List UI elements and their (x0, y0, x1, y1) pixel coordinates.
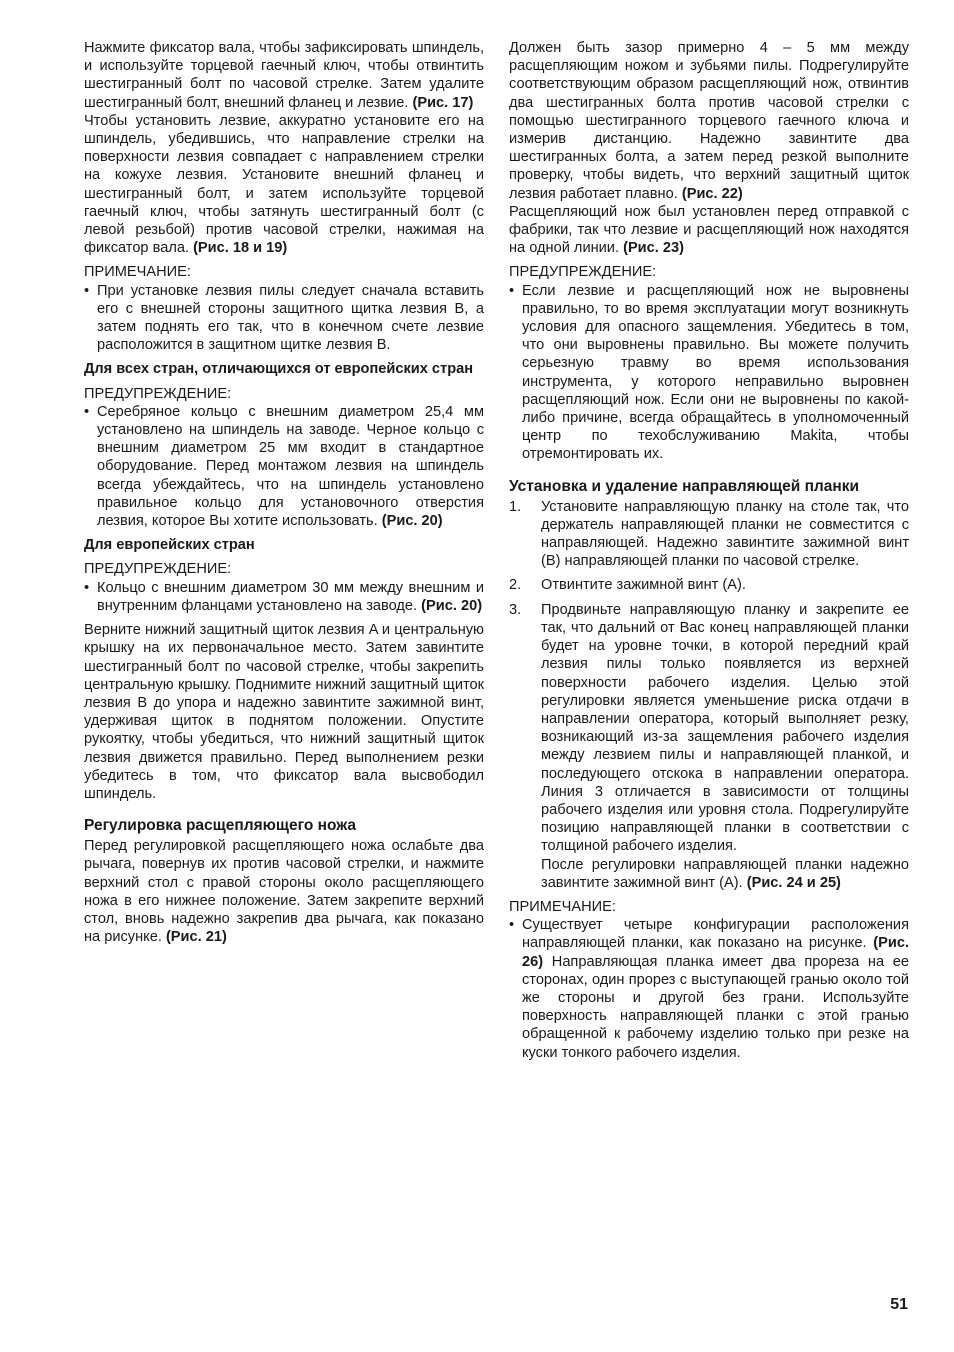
bullet-item: • При установке лезвия пилы следует сначала вставить его с внешней стороны защитного щитка лезвия B, а затем поднять его так, что в конечном счете лезвие расположится в защитном щитке лезвия B. (84, 282, 484, 355)
figure-ref: (Рис. 20) (421, 597, 483, 614)
figure-ref: (Рис. 20) (381, 513, 443, 530)
bullet-item: • Существует четыре конфигурации расположения направляющей планки, как показано на рисунке. (Рис. 26) Направляющая планка имеет два прореза на ее сторонах, один прорез с выступающей гранью около той же стороны и другой без грани. Используйте поверхность направляющей планки с этой гранью обращенной к рабочему изделию только при резке на куски тонкого рабочего изделия. (509, 916, 909, 1062)
numbered-step: 1. Установите направляющую планку на столе так, что держатель направляющей планки не совместится с направляющей. Надежно завинтите зажимной винт (B) направляющей планки по часовой стрелке. (509, 498, 909, 570)
figure-ref: (Рис. 26) (522, 935, 909, 970)
figure-ref: (Рис. 23) (623, 240, 684, 257)
numbered-step: 3. Продвиньте направляющую планку и закрепите ее так, что дальний от Вас конец направляющей планки будет на уровне точки, в которой передний край лезвия пилы только появляется из верхней поверхности рабочего изделия. Целью этой регулировки является уменьшение риска отдачи в направлении оператора, который выполняет резку, возникающий из-за защемления рабочего изделия между лезвием пилы и направляющей планкой, и последующего отскока в направлении оператора. Линия 3 отличается в зависимости от толщины рабочего изделия или уровня стола. Подрегулируйте позицию направляющей планки в соответствии с толщиной рабочего изделия. (509, 601, 909, 855)
paragraph: Должен быть зазор примерно 4 – 5 мм между расщепляющим ножом и зубьями пилы. Подрегулируйте соответствующим образом расщепляющий нож, отвинтив два шестигранных болта против часовой стрелки с помощью шестигранного торцевого гаечного ключа и измерив дистанцию. Надежно завинтите два шестигранных болта, а затем перед резкой выполните проверку, чтобы видеть, что верхний защитный щиток лезвия работает плавно. (Рис. 22) (509, 40, 909, 202)
figure-ref: (Рис. 21) (165, 929, 227, 946)
bullet-item: • Если лезвие и расщепляющий нож не выровнены правильно, то во время эксплуатации могут возникнуть условия для опасного защемления. Убедитесь в том, что они выровнены правильно. Вы можете получить серьезную травму во время использования инструмента, у которого неправильно выровнен расщепляющий нож. Если они не выровнены по какой-либо причине, всегда обращайтесь в уполномоченный центр по техобслуживанию Makita, чтобы отремонтировать их. (509, 282, 909, 464)
right-column (509, 39, 909, 1062)
section-heading: Установка и удаление направляющей планки (509, 477, 860, 495)
page-number: 51 (890, 1296, 908, 1313)
section-subheading: Для европейских стран (84, 537, 255, 554)
left-column (84, 39, 484, 946)
note-label: ПРИМЕЧАНИЕ: (509, 898, 616, 915)
paragraph: Чтобы установить лезвие, аккуратно установите его на шпиндель, убедившись, что направление стрелки на поверхности лезвия совпадает с направлением стрелки на кожухе лезвия. Установите внешний фланец и шестигранный болт, и затем используйте торцевой гаечный ключ, чтобы затянуть шестигранный болт (с левой резьбой) против часовой стрелки, нажимая на фиксатор вала. (Рис. 18 и 19) (84, 112, 484, 257)
bullet-item: • Кольцо с внешним диаметром 30 мм между внешним и внутренним фланцами установлено на заводе. (Рис. 20) (84, 579, 484, 615)
paragraph: Перед регулировкой расщепляющего ножа ослабьте два рычага, повернув их против часовой стрелки, и нажмите верхний стол с правой стороны около расщепляющего ножа в его нижнее положение. Затем закрепите верхний стол, вновь надежно закрепив два рычага, как показано на рисунке. (Рис. 21) (84, 838, 484, 946)
figure-ref: (Рис. 18 и 19) (193, 240, 288, 257)
warning-label: ПРЕДУПРЕЖДЕНИЕ: (84, 561, 232, 578)
bullet-item: • Серебряное кольцо с внешним диаметром 25,4 мм установлено на шпиндель на заводе. Черное кольцо с внешним диаметром 25 мм входит в стандартное оборудование. Перед монтажом лезвия на шпиндель всегда убеждайтесь, что на шпиндель установлено правильное кольцо для установочного отверстия лезвия, которое Вы хотите использовать. (Рис. 20) (84, 403, 484, 530)
paragraph: Нажмите фиксатор вала, чтобы зафиксировать шпиндель, и используйте торцевой гаечный ключ, чтобы отвинтить шестигранный болт по часовой стрелке. Затем удалите шестигранный болт, внешний фланец и лезвие. (Рис. 17) (84, 40, 484, 111)
numbered-step: 2. Отвинтите зажимной винт (A). (509, 577, 746, 594)
numbered-step-continuation: После регулировки направляющей планки надежно завинтите зажимной винт (A). (Рис. 24 и 25) (541, 856, 909, 891)
figure-ref: (Рис. 24 и 25) (746, 874, 841, 891)
paragraph: Верните нижний защитный щиток лезвия A и центральную крышку на их первоначальное место. Затем завинтите шестигранный болт по часовой стрелке, чтобы закрепить центральную крышку. Поднимите нижний защитный щиток лезвия B до упора и надежно завинтите зажимной винт, удерживая щиток в поднятом положении. Опустите рукоятку, чтобы убедиться, что нижний защитный щиток лезвия движется правильно. Перед выполнением резки убедитесь в том, что фиксатор вала высвободил шпиндель. (84, 622, 484, 802)
figure-ref: (Рис. 22) (681, 185, 743, 202)
section-heading: Регулировка расщепляющего ножа (84, 817, 357, 835)
section-subheading: Для всех стран, отличающихся от европейских стран (84, 361, 474, 378)
figure-ref: (Рис. 17) (412, 94, 474, 111)
warning-label: ПРЕДУПРЕЖДЕНИЕ: (84, 385, 232, 402)
note-label: ПРИМЕЧАНИЕ: (84, 264, 191, 281)
paragraph: Расщепляющий нож был установлен перед отправкой с фабрики, так что лезвие и расщепляющий нож находятся на одной линии. (Рис. 23) (509, 203, 909, 257)
warning-label: ПРЕДУПРЕЖДЕНИЕ: (509, 264, 657, 281)
